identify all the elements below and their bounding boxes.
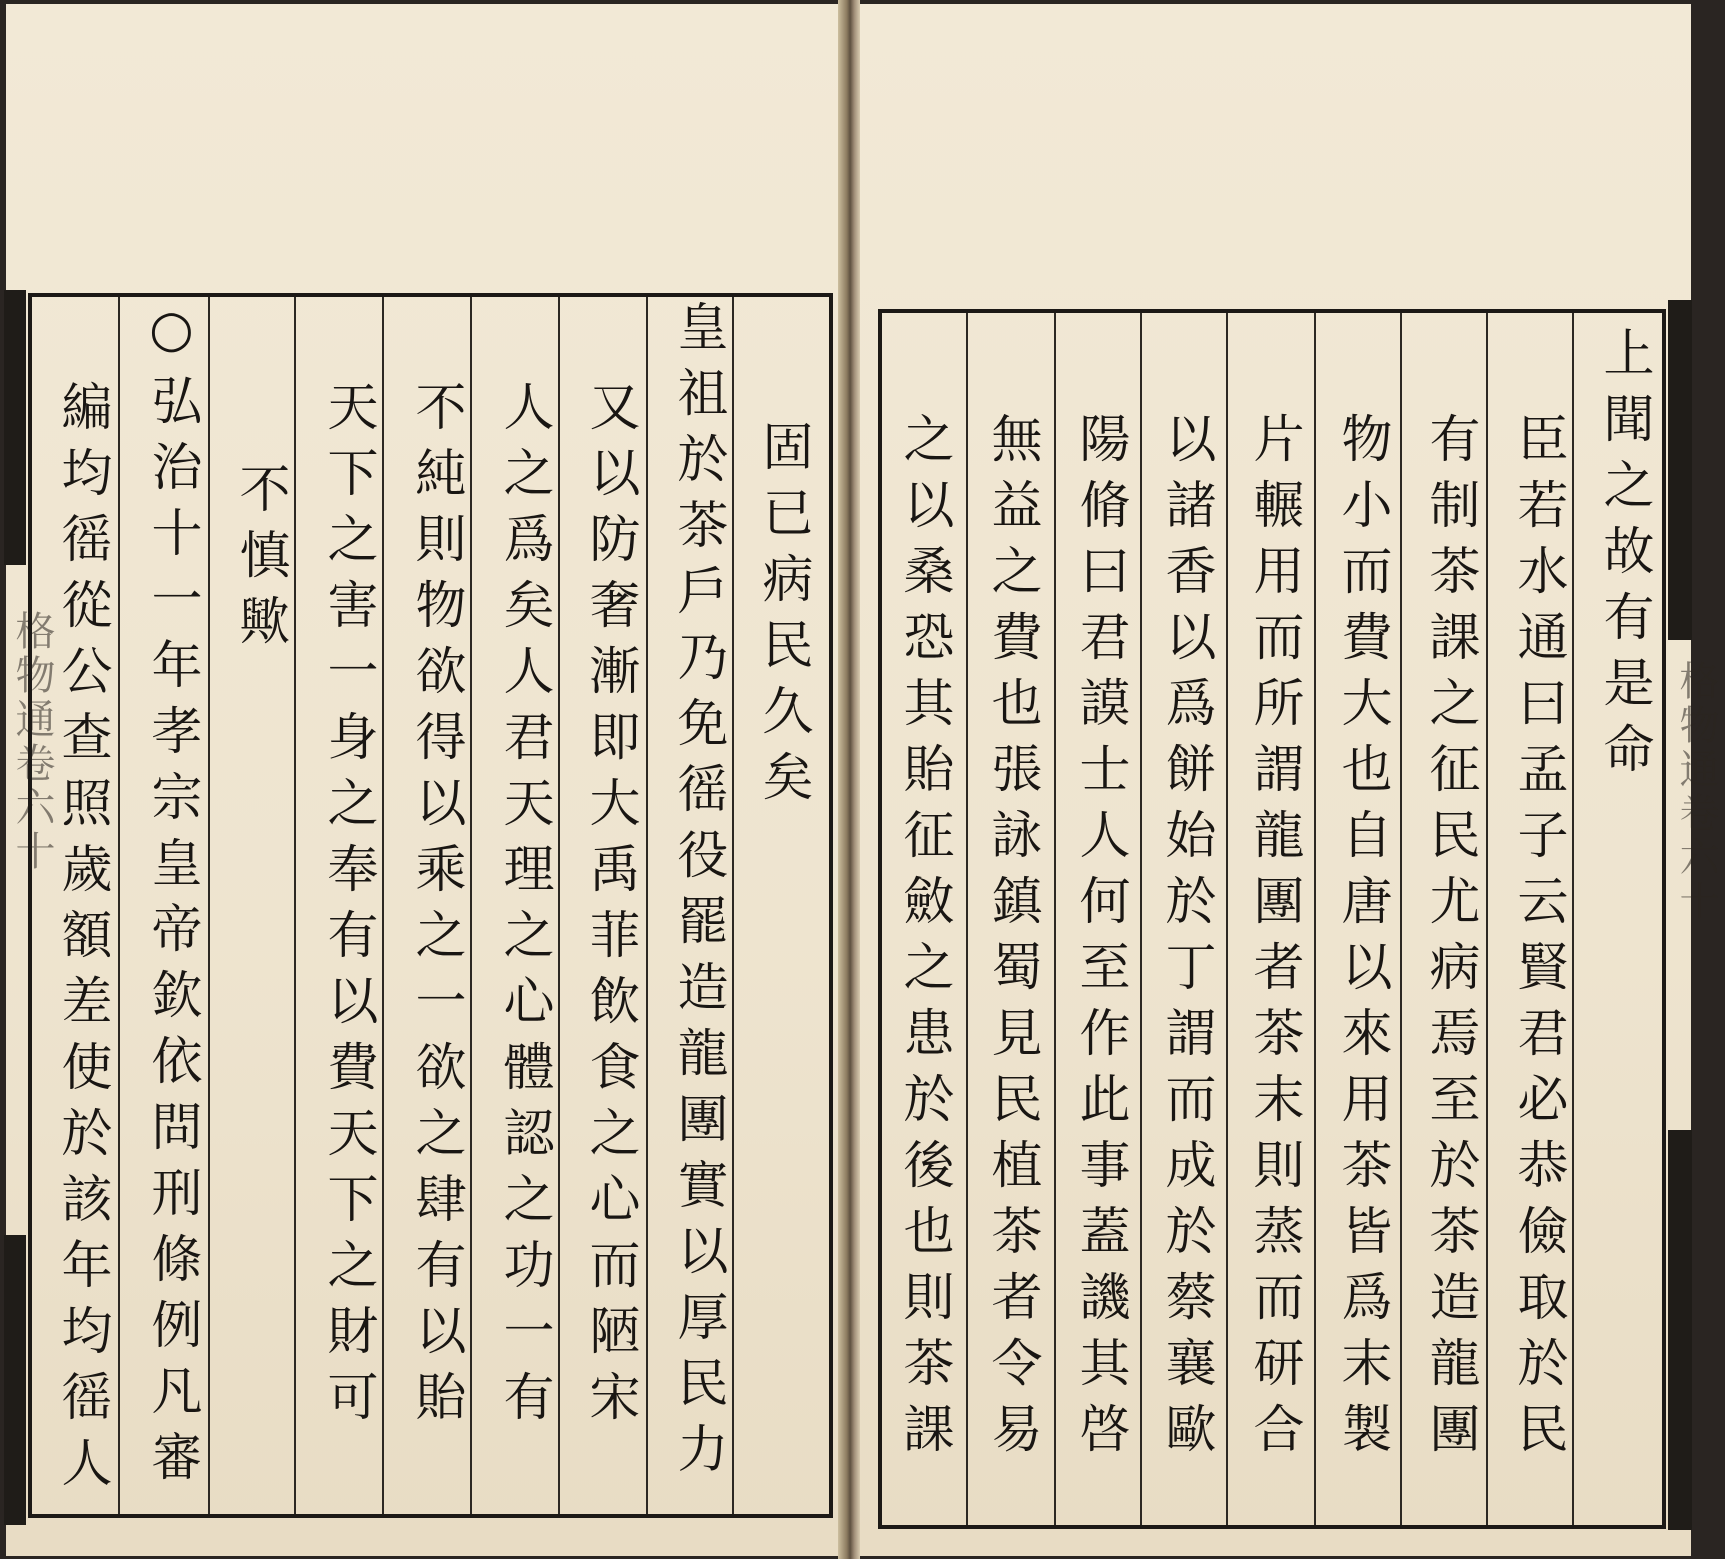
right-edge-bar-upper (1668, 300, 1692, 640)
left-column-3: 又以防奢漸即大禹菲飲食之心而陋宋 (580, 380, 639, 1436)
left-column-9: 編均徭從公查照歲額差使於該年均徭人 (52, 380, 111, 1502)
column-rule (208, 297, 210, 1514)
left-edge-bar-lower (4, 1235, 26, 1525)
left-column-5: 不純則物欲得以乘之一欲之肆有以貽 (406, 380, 465, 1436)
left-column-1: 固已病民久矣 (753, 420, 812, 816)
right-column-5: 片輾用而所謂龍團者茶末則蒸而研合 (1244, 412, 1303, 1468)
right-column-3: 有制茶課之征民尤病焉至於茶造龍團 (1420, 412, 1479, 1468)
column-rule (558, 297, 560, 1514)
right-column-7: 陽脩曰君謨士人何至作此事蓋譏其啓 (1070, 412, 1129, 1468)
right-column-6: 以諸香以爲餅始於丁謂而成於蔡襄歐 (1156, 412, 1215, 1468)
column-rule (1054, 313, 1056, 1525)
column-rule (732, 297, 734, 1514)
column-rule (1572, 313, 1574, 1525)
right-column-4: 物小而費大也自唐以來用茶皆爲末製 (1332, 412, 1391, 1468)
column-rule (118, 297, 120, 1514)
column-rule (1400, 313, 1402, 1525)
left-column-6: 天下之害一身之奉有以費天下之財可 (318, 380, 377, 1436)
right-column-8: 無益之費也張詠鎮蜀見民植茶者令易 (982, 412, 1041, 1468)
left-column-7: 不慎歟 (230, 462, 289, 660)
column-rule (966, 313, 968, 1525)
column-rule (646, 297, 648, 1514)
column-rule (470, 297, 472, 1514)
left-column-4: 人之爲矣人君天理之心體認之功一有 (494, 380, 553, 1436)
column-rule (1226, 313, 1228, 1525)
column-rule (294, 297, 296, 1514)
right-edge-title: 格物通卷六十 (1673, 660, 1719, 924)
left-edge-bar-upper (4, 290, 26, 565)
column-rule (1486, 313, 1488, 1525)
column-rule (1314, 313, 1316, 1525)
left-column-8: ○弘治十一年孝宗皇帝欽依問刑條例凡審 (142, 300, 201, 1496)
column-rule (382, 297, 384, 1514)
left-edge-title: 格物通卷六十 (9, 610, 55, 874)
right-column-1: 上聞之故有是命 (1594, 326, 1653, 788)
column-rule (1140, 313, 1142, 1525)
right-edge-bar-lower (1668, 1130, 1692, 1530)
right-column-2: 臣若水通曰孟子云賢君必恭儉取於民 (1508, 412, 1567, 1468)
left-column-2: 皇祖於茶戶乃免徭役罷造龍團實以厚民力 (668, 300, 727, 1488)
right-column-9: 之以桑恐其貽征斂之患於後也則茶課 (894, 412, 953, 1468)
book-gutter (838, 0, 860, 1559)
